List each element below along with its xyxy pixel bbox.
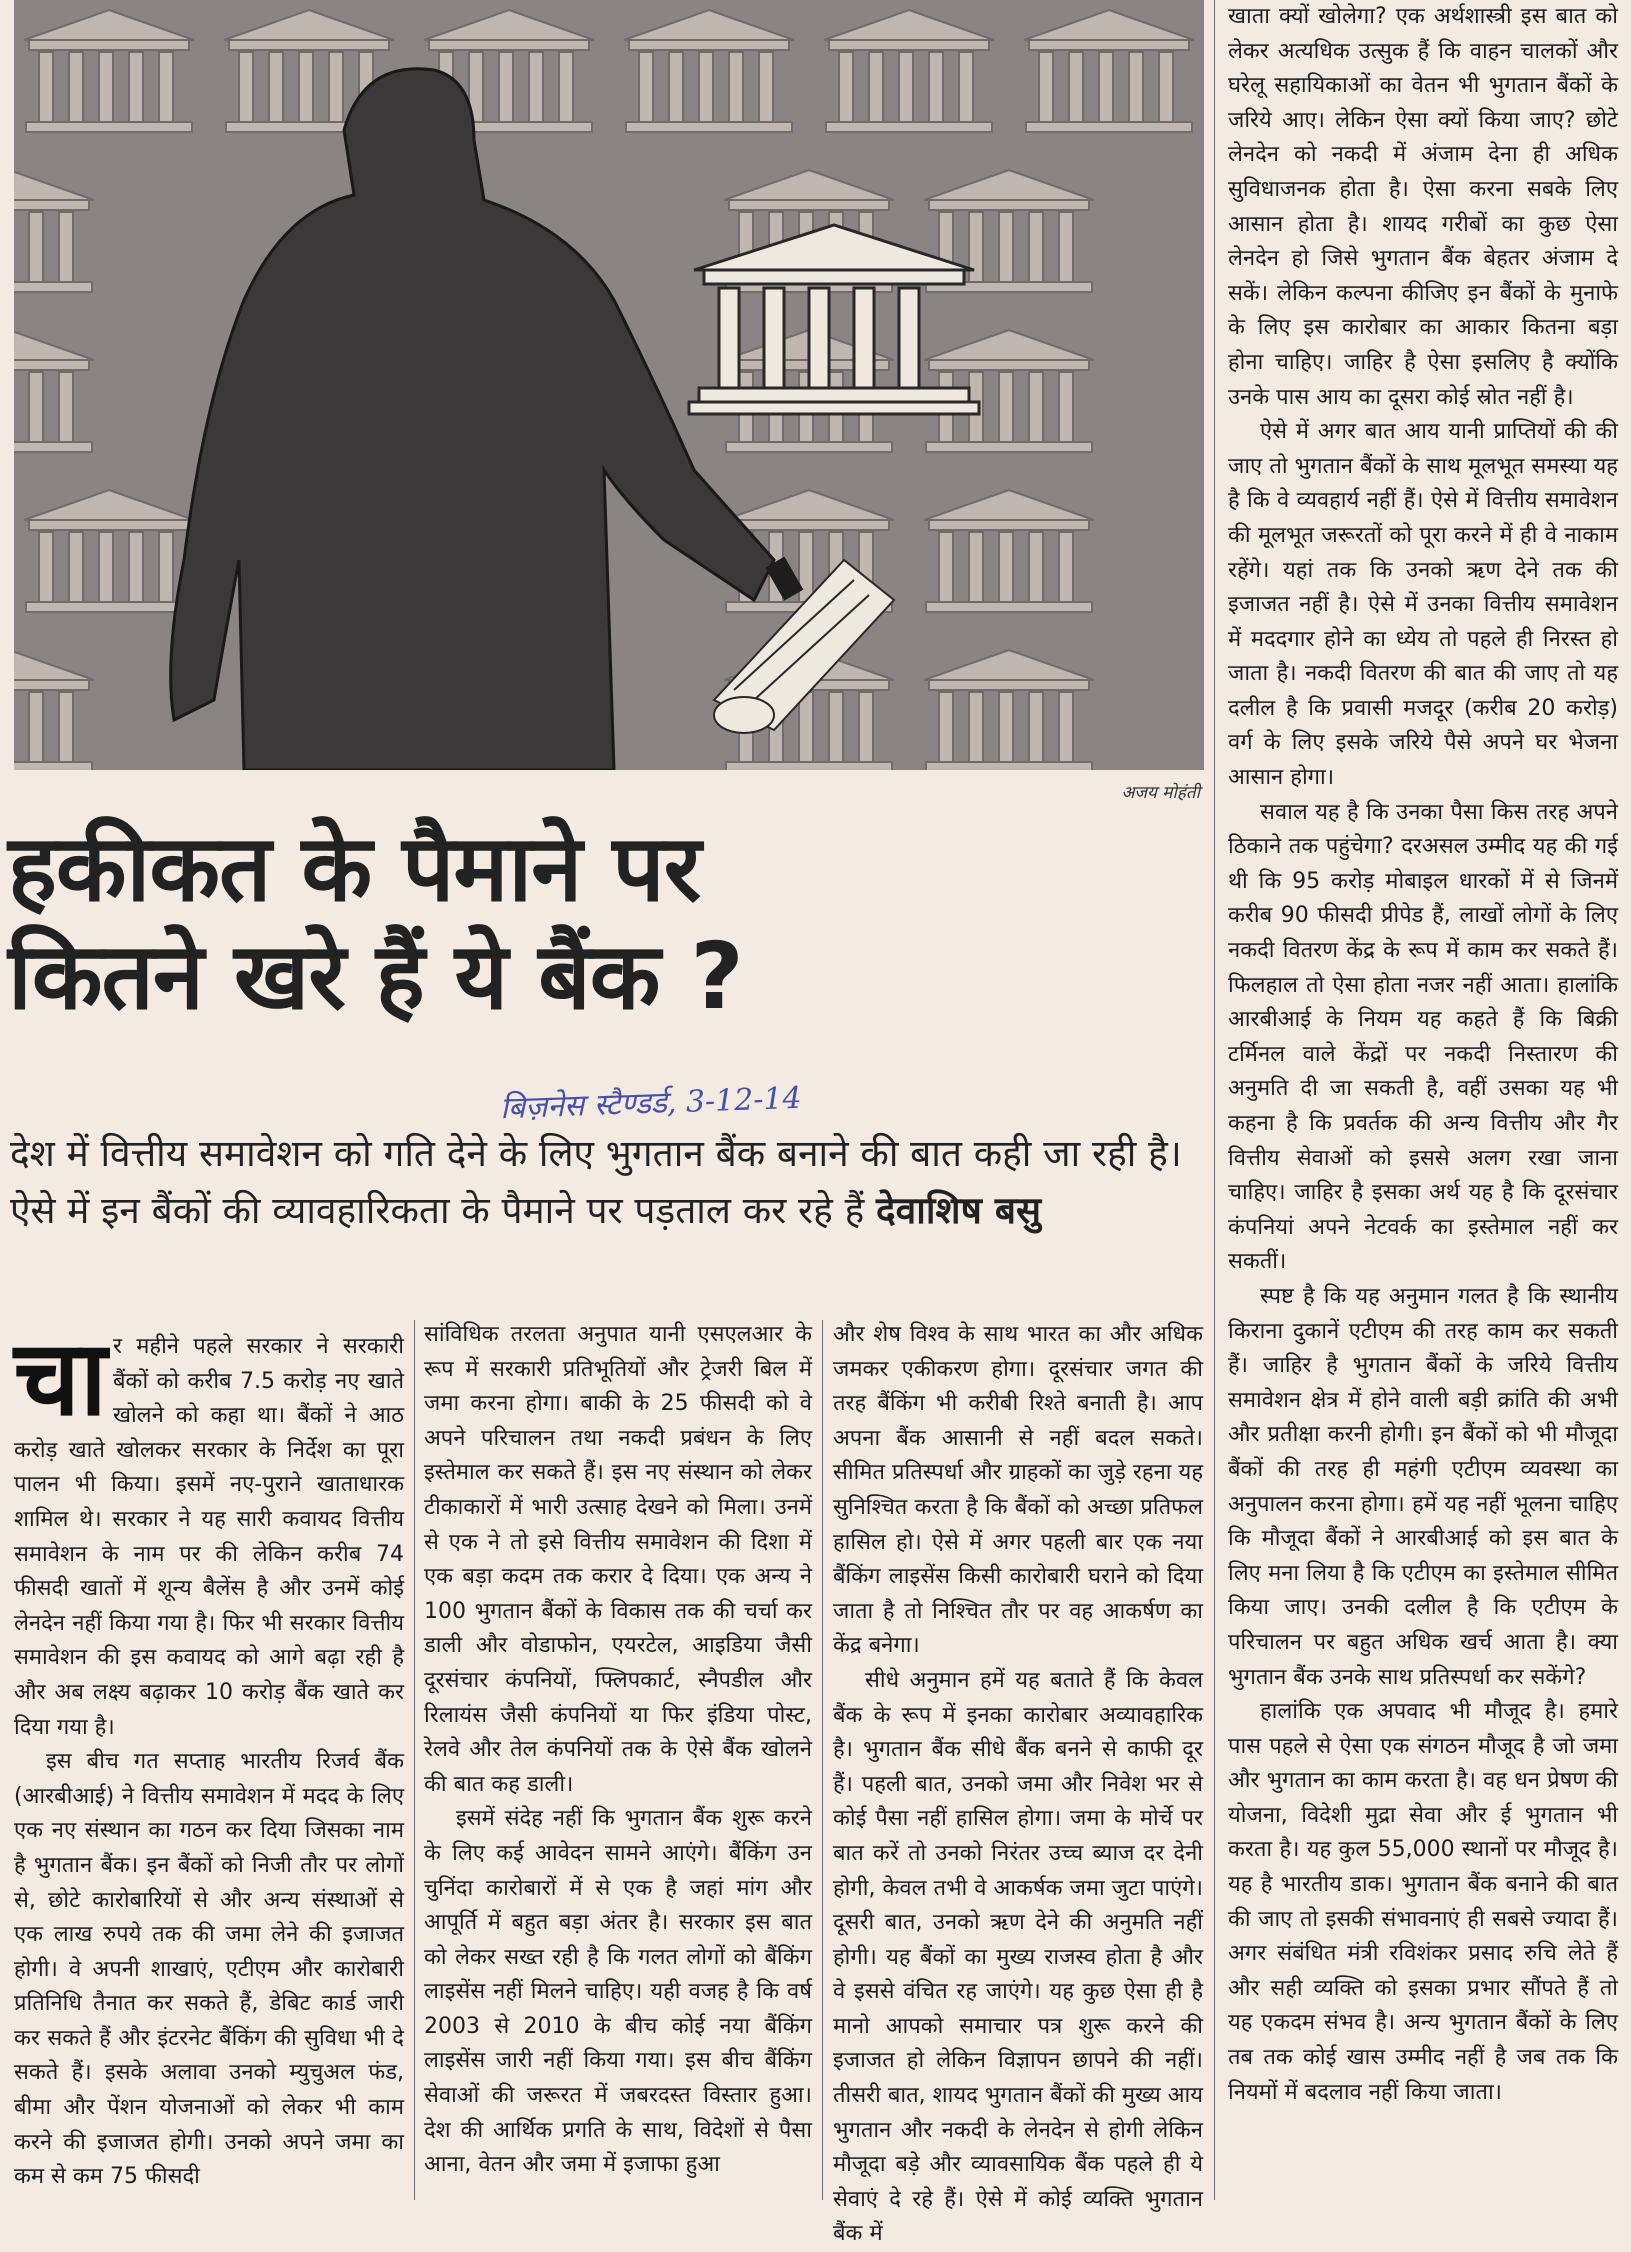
headline bbox=[8, 815, 1198, 1031]
paragraph: इसमें संदेह नहीं कि भुगतान बैंक शुरू करने के लिए कई आवेदन सामने आएंगे। बैंकिंग उन चुनिंदा कारोबारों में से एक है जहां मांग और आपूर्ति में बहुत बड़ा अंतर है। सरकार इस बात को लेकर सख्त रही है कि गलत लोगों को बैंकिंग लाइसेंस नहीं मिलने चाहिए। यही वजह है कि वर्ष 2003 से 2010 के बीच कोई नया बैंकिंग लाइसेंस जारी नहीं किया गया। इस बीच बैंकिंग सेवाओं की जरूरत में जबरदस्त विस्तार हुआ। देश की आर्थिक प्रगति के साथ, विदेशों से पैसा आना, वेतन और जमा में इजाफा हुआ bbox=[424, 1806, 812, 2178]
illustration-credit: अजय मोहंती bbox=[1121, 783, 1200, 803]
headline-line-2: कितने खरे हैं ये बैंक ? bbox=[8, 923, 743, 1030]
paragraph-text: र महीने पहले सरकार ने सरकारी बैंकों को करीब 7.5 करोड़ नए खाते खोलने को कहा था। बैंकों ने आठ करोड़ खाते खोलकर सरकार के निर्देश का पूरा पालन भी किया। इसमें नए-पुराने खाताधारक शामिल थे। सरकार ने यह सारी कवायद वित्तीय समावेशन के नाम पर की लेकिन करीब 74 फीसदी खातों में शून्य बैलेंस है और उनमें कोई लेनदेन नहीं किया गया है। फिर भी सरकार वित्तीय समावेशन की इस कवायद को आगे बढ़ा रही है और अब लक्ष्य बढ़ाकर 10 करोड़ बैंक खाते कर दिया गया है। bbox=[14, 1334, 404, 1740]
article-column-4 bbox=[1228, 0, 1618, 2110]
illustration-graphic bbox=[14, 0, 1204, 770]
paragraph: ऐसे में अगर बात आय यानी प्राप्तियों की की जाए तो भुगतान बैंकों के साथ मूलभूत समस्या यह है कि वे व्यवहार्य नहीं हैं। ऐसे में वित्तीय समावेशन की मूलभूत जरूरतों को पूरा करने में ही वे नाकाम रहेंगे। यहां तक कि उनको ऋण देने तक की इजाजत नहीं है। ऐसे में उनका वित्तीय समावेशन में मददगार होने का ध्येय तो पहले ही निरस्त हो जाता है। नकदी वितरण की बात की जाए तो यह दलील है कि प्रवासी मजदूर (करीब 20 करोड़) वर्ग के लिए इसके जरिये पैसे अपने घर भेजना आसान होगा। bbox=[1228, 419, 1618, 791]
column-rule bbox=[822, 1320, 823, 2200]
article-illustration bbox=[14, 0, 1204, 770]
dek-text: देश में वित्तीय समावेशन को गति देने के लिए भुगतान बैंक बनाने की बात कही जा रही है। ऐसे में इन बैंकों की व्यावहारिकता के पैमाने पर पड़ताल कर रहे हैं bbox=[10, 1132, 1182, 1232]
paragraph: सीधे अनुमान हमें यह बताते हैं कि केवल बैंक के रूप में इनका कारोबार अव्यावहारिक है। भुगतान बैंक सीधे बैंक बनने से काफी दूर हैं। पहली बात, उनको जमा और निवेश भर से कोई पैसा नहीं हासिल होगा। जमा के मोर्चे पर बात करें तो उनको निरंतर उच्च ब्याज दर देनी होगी, केवल तभी वे आकर्षक जमा जुटा पाएंगे। दूसरी बात, उनको ऋण देने की अनुमति नहीं होगी। यह बैंकों का मुख्य राजस्व होता है और वे इससे वंचित रह जाएंगे। यह कुछ ऐसा ही है मानो आपको समाचार पत्र शुरू करने की इजाजत हो लेकिन विज्ञापन छापने की नहीं। तीसरी बात, शायद भुगतान बैंकों की मुख्य आय भुगतान और नकदी के लेनदेन से होगी लेकिन मौजूदा बड़े और व्यावसायिक बैंक पहले ही ये सेवाएं दे रहे हैं। ऐसे में कोई व्यक्ति भुगतान बैंक में bbox=[833, 1667, 1203, 2247]
paragraph bbox=[14, 1317, 404, 1745]
handwritten-note: बिज़नेस स्टैण्डर्ड, 3-12-14 bbox=[499, 1080, 803, 1127]
article-column-1 bbox=[14, 1317, 404, 2195]
article-column-3 bbox=[833, 1318, 1203, 2252]
column-rule bbox=[414, 1320, 415, 2200]
paragraph: स्पष्ट है कि यह अनुमान गलत है कि स्थानीय किराना दुकानें एटीएम की तरह काम कर सकती हैं। जाहिर है भुगतान बैंकों के जरिये वित्तीय समावेशन क्षेत्र में होने वाली बड़ी क्रांति की अभी और प्रतीक्षा करनी होगी। इन बैंकों को भी मौजूदा बैंकों की तरह ही महंगी एटीएम व्यवस्था का अनुपालन करना होगा। हमें यह नहीं भूलना चाहिए कि मौजूदा बैंकों ने आरबीआई को इस बात के लिए मना लिया है कि एटीएम का इस्तेमाल सीमित किया जाए। उनकी दलील है कि एटीएम के परिचालन पर बहुत अधिक खर्च आता है। क्या भुगतान बैंक उनके साथ प्रतिस्पर्धा कर सकेंगे? bbox=[1228, 1283, 1618, 1690]
article-dek bbox=[10, 1125, 1190, 1239]
article-column-2 bbox=[424, 1318, 812, 2183]
byline-author: देवाशिष बसु bbox=[876, 1189, 1041, 1232]
paragraph: और शेष विश्व के साथ भारत का और अधिक जमकर एकीकरण होगा। दूरसंचार जगत की तरह बैंकिंग भी करीबी रिश्ते बनाती है। आप अपना बैंक आसानी से नहीं बदल सकते। सीमित प्रतिस्पर्धा और ग्राहकों का जुड़े रहना यह सुनिश्चित करता है कि बैंकों को अच्छा प्रतिफल हासिल हो। ऐसे में अगर पहली बार एक नया बैंकिंग लाइसेंस किसी कारोबारी घराने को दिया जाता है तो निश्चित तौर पर वह आकर्षण का केंद्र बनेगा। bbox=[833, 1322, 1203, 1659]
paragraph: खाता क्यों खोलेगा? एक अर्थशास्त्री इस बात को लेकर अत्यधिक उत्सुक हैं कि वाहन चालकों और घरेलू सहायिकाओं का वेतन भी भुगतान बैंकों के जरिये आए। लेकिन ऐसा क्यों किया जाए? छोटे लेनदेन को नकदी में अंजाम देना ही अधिक सुविधाजनक होता है। ऐसा करना सबके लिए आसान होता है। शायद गरीबों का कुछ ऐसा लेनदेन हो जिसे भुगतान बैंक बेहतर अंजाम दे सकें। लेकिन कल्पना कीजिए इन बैंकों के मुनाफे के लिए इस कारोबार का आकार कितना बड़ा होना चाहिए। जाहिर है ऐसा इसलिए है क्योंकि उनके पास आय का दूसरा कोई स्रोत नहीं है। bbox=[1228, 4, 1618, 410]
paragraph: हालांकि एक अपवाद भी मौजूद है। हमारे पास पहले से ऐसा एक संगठन मौजूद है जो जमा और भुगतान का काम करता है। वह धन प्रेषण की योजना, विदेशी मुद्रा सेवा और ई भुगतान भी करता है। यह कुल 55,000 स्थानों पर मौजूद है। यह है भारतीय डाक। भुगतान बैंक बनाने की बात की जाए तो इसकी संभावनाएं ही सबसे ज्यादा हैं। अगर संबंधित मंत्री रविशंकर प्रसाद रुचि लेते हैं और सही व्यक्ति को इसका प्रभार सौंपते हैं तो यह एकदम संभव है। अन्य भुगतान बैंकों के लिए तब तक कोई खास उम्मीद नहीं है जब तक कि नियमों में बदलाव नहीं किया जाता। bbox=[1228, 1699, 1618, 2105]
paragraph: इस बीच गत सप्ताह भारतीय रिजर्व बैंक (आरबीआई) ने वित्तीय समावेशन में मदद के लिए एक नए संस्थान का गठन कर दिया जिसका नाम है भुगतान बैंक। इन बैंकों को निजी तौर पर लोगों से, छोटे कारोबारियों से और अन्य संस्थाओं से एक लाख रुपये तक की जमा लेने की इजाजत होगी। वे अपनी शाखाएं, एटीएम और कारोबारी प्रतिनिधि तैनात कर सकते हैं, डेबिट कार्ड जारी कर सकते हैं और इंटरनेट बैंकिंग की सुविधा भी दे सकते हैं। इसके अलावा उनको म्युचुअल फंड, बीमा और पेंशन योजनाओं को लेकर भी काम करने की इजाजत होगी। उनको अपने जमा का कम से कम 75 फीसदी bbox=[14, 1749, 404, 2190]
drop-cap: चा bbox=[14, 1317, 107, 1439]
headline-line-1: हकीकत के पैमाने पर bbox=[8, 815, 701, 922]
paragraph: सवाल यह है कि उनका पैसा किस तरह अपने ठिकाने तक पहुंचेगा? दरअसल उम्मीद यह की गई थी कि 95 करोड़ मोबाइल धारकों में से जिनमें करीब 90 फीसदी प्रीपेड हैं, लाखों लोगों के लिए नकदी वितरण केंद्र के रूप में काम कर सकते हैं। फिलहाल तो ऐसा होता नजर नहीं आता। हालांकि आरबीआई के नियम यह कहते हैं कि बिक्री टर्मिनल वाले केंद्रों पर नकदी निस्तारण की अनुमति दी जा सकती है, वहीं उसका यह भी कहना है कि प्रवर्तक की अन्य वित्तीय और गैर वित्तीय सेवाओं को इससे अलग रखा जाना चाहिए। जाहिर है इसका अर्थ यह है कि दूरसंचार कंपनियां अपने नेटवर्क का इस्तेमाल नहीं कर सकतीं। bbox=[1228, 799, 1618, 1275]
paragraph: सांविधिक तरलता अनुपात यानी एसएलआर के रूप में सरकारी प्रतिभूतियों और ट्रेजरी बिल में जमा करना होगा। बाकी के 25 फीसदी को वे अपने परिचालन तथा नकदी प्रबंधन के लिए इस्तेमाल कर सकते हैं। इस नए संस्थान को लेकर टीकाकारों में भारी उत्साह देखने को मिला। उनमें से एक ने तो इसे वित्तीय समावेशन की दिशा में एक बड़ा कदम तक करार दे दिया। एक अन्य ने 100 भुगतान बैंकों के विकास तक की चर्चा कर डाली और वोडाफोन, एयरटेल, आइडिया जैसी दूरसंचार कंपनियों, फ्लिपकार्ट, स्नैपडील और रिलायंस जैसी कंपनियों या फिर इंडिया पोस्ट, रेलवे और तेल कंपनियों तक के ऐसे बैंक खोलने की बात कह डाली। bbox=[424, 1322, 812, 1797]
column-rule bbox=[1214, 0, 1215, 2200]
